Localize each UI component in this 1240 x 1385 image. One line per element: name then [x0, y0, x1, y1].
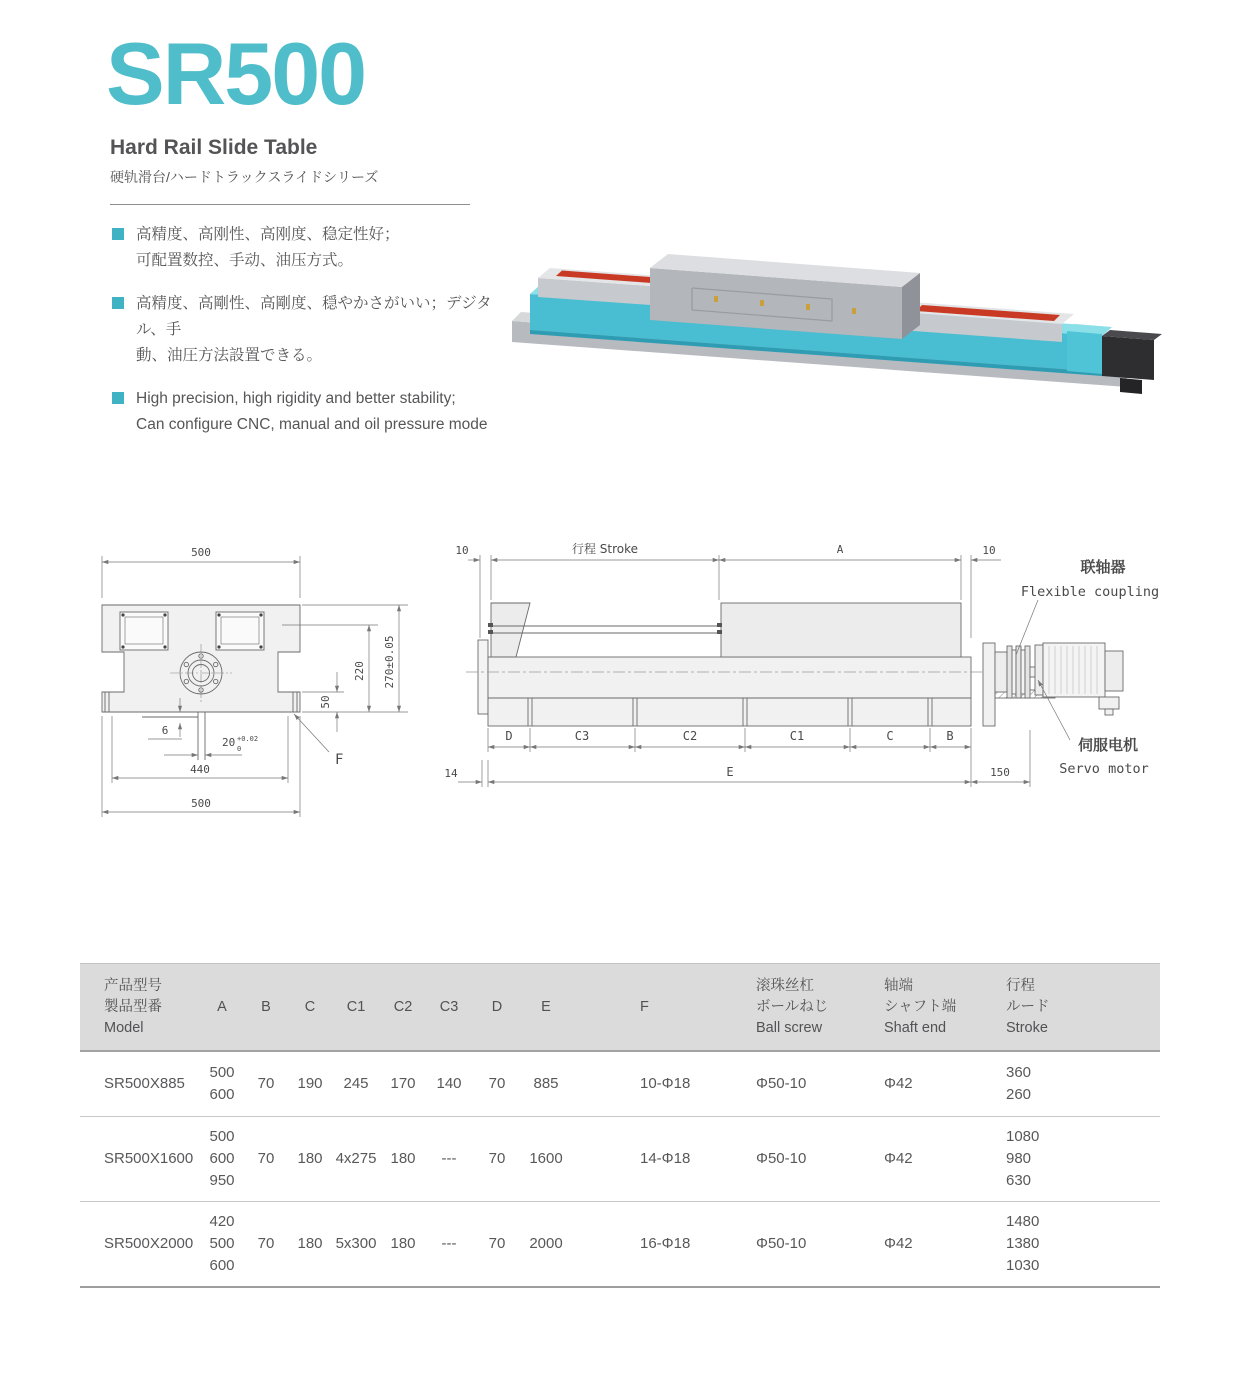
- header-dim-f: F: [640, 998, 649, 1015]
- label-e: E: [726, 765, 734, 779]
- cell-b: 70: [257, 1235, 275, 1252]
- cell-stroke: 1080 980 630: [1006, 1128, 1040, 1189]
- dim-20-tol-sup: +0.02: [237, 735, 259, 743]
- dim-height-outer: 270±0.05: [383, 635, 396, 689]
- dim-50: 50: [319, 695, 332, 709]
- cell-e: 1600: [529, 1150, 563, 1167]
- header-model-en: Model: [104, 1019, 144, 1036]
- feature-item: [112, 291, 512, 369]
- dim-20-tol-sub: 0: [237, 745, 242, 753]
- cell-f: 16-Φ18: [640, 1235, 691, 1252]
- cell-d: 70: [488, 1150, 506, 1167]
- cell-c1: 245: [343, 1075, 369, 1092]
- page-title: SR500: [106, 24, 366, 123]
- cell-c1: 5x300: [335, 1235, 377, 1252]
- cell-c1: 4x275: [335, 1150, 377, 1167]
- header-dim-c: C: [304, 998, 316, 1015]
- motor-label-cn: 伺服电机: [1077, 736, 1139, 754]
- stroke-dim-label: 行程 Stroke: [571, 542, 639, 556]
- dim-150: 150: [990, 766, 1010, 779]
- cell-spacer: [570, 1202, 640, 1286]
- cell-ball-screw: Φ50-10: [756, 1235, 807, 1252]
- cell-shaft-end: Φ42: [884, 1075, 913, 1092]
- cell-b: 70: [257, 1075, 275, 1092]
- cell-model: SR500X885: [104, 1075, 185, 1092]
- header-shaft-end-cn: 轴端: [884, 977, 913, 994]
- bullet-square-icon: [112, 297, 124, 309]
- header-dim-e: E: [541, 998, 551, 1015]
- label-c1: C1: [789, 729, 805, 743]
- cell-c3: ---: [441, 1235, 457, 1252]
- label-c2: C2: [682, 729, 698, 743]
- dim-440: 440: [190, 763, 210, 776]
- dim-6: 6: [161, 724, 169, 737]
- dim-10-left: 10: [455, 544, 469, 557]
- label-b: B: [946, 729, 954, 743]
- drawing-cross-section: [82, 540, 427, 850]
- product-subtitle: Hard Rail Slide Table: [110, 136, 318, 159]
- header-ball-screw-en: Ball screw: [756, 1019, 823, 1036]
- header-model: [80, 964, 200, 1050]
- header-stroke-cn: 行程: [1006, 977, 1035, 994]
- header-model-jp: 製品型番: [104, 998, 162, 1015]
- cell-stroke: 360 260: [1006, 1064, 1032, 1103]
- header-dim-c2: C2: [393, 998, 413, 1015]
- product-image: [502, 226, 1164, 428]
- label-d: D: [505, 729, 513, 743]
- feature-line: 高精度、高剛性、高剛度、穏やかさがいい；デジタル、手: [136, 295, 492, 338]
- cell-spacer: [570, 1052, 640, 1116]
- cell-c2: 170: [390, 1075, 416, 1092]
- header-dim-d: D: [491, 998, 503, 1015]
- cell-c2: 180: [390, 1235, 416, 1252]
- bullet-square-icon: [112, 392, 124, 404]
- bullet-square-icon: [112, 228, 124, 240]
- feature-list: [112, 222, 512, 455]
- header-spacer: [570, 964, 640, 1050]
- cell-spacer: [570, 1117, 640, 1201]
- cell-e: 885: [533, 1075, 559, 1092]
- header-stroke-en: Stroke: [1006, 1019, 1048, 1036]
- feature-line: Can configure CNC, manual and oil pressure mode: [136, 416, 488, 433]
- header-shaft-end-en: Shaft end: [884, 1019, 947, 1036]
- header-shaft-end: [876, 964, 998, 1050]
- cell-c3: ---: [441, 1150, 457, 1167]
- cell-stroke: 1480 1380 1030: [1006, 1213, 1040, 1274]
- cell-shaft-end: Φ42: [884, 1150, 913, 1167]
- feature-line: High precision, high rigidity and better stability;: [136, 390, 456, 407]
- label-a: A: [836, 543, 844, 556]
- cell-ball-screw: Φ50-10: [756, 1150, 807, 1167]
- header-stroke-jp: ルード: [1006, 998, 1050, 1015]
- label-f: F: [335, 752, 344, 768]
- cell-a: 500 600: [209, 1064, 235, 1103]
- coupling-label-cn: 联轴器: [1080, 558, 1126, 576]
- cell-c2: 180: [390, 1150, 416, 1167]
- cell-f: 10-Φ18: [640, 1075, 691, 1092]
- header-dim-a: A: [217, 998, 227, 1015]
- table-row: [80, 1202, 1160, 1288]
- cell-ball-screw: Φ50-10: [756, 1075, 807, 1092]
- dim-width-top: 500: [191, 546, 211, 559]
- cell-a: 420 500 600: [209, 1213, 235, 1274]
- spec-table-header: [80, 963, 1160, 1052]
- table-row: [80, 1052, 1160, 1117]
- feature-line: 動、油圧方法設置できる。: [136, 347, 323, 364]
- header-ball-screw-cn: 滚珠丝杠: [756, 977, 814, 994]
- cell-model: SR500X1600: [104, 1150, 194, 1167]
- header-ball-screw-jp: ボールねじ: [756, 998, 829, 1015]
- drawing-side-view: [438, 530, 1163, 815]
- feature-text: [136, 291, 512, 369]
- feature-text: [136, 222, 400, 274]
- feature-line: 可配置数控、手动、油压方式。: [136, 252, 354, 269]
- dim-10-right: 10: [982, 544, 996, 557]
- dim-20: 20: [222, 736, 236, 749]
- header-shaft-end-jp: シャフト端: [884, 998, 957, 1015]
- cell-c: 190: [297, 1075, 323, 1092]
- cell-c: 180: [297, 1235, 323, 1252]
- header-ball-screw: [748, 964, 876, 1050]
- feature-item: [112, 222, 512, 274]
- dim-14: 14: [444, 767, 458, 780]
- feature-line: 高精度、高刚性、高刚度、稳定性好；: [136, 226, 400, 243]
- cell-c: 180: [297, 1150, 323, 1167]
- cell-a: 500 600 950: [209, 1128, 235, 1189]
- spec-table: [80, 963, 1160, 1288]
- table-row: [80, 1117, 1160, 1202]
- cell-model: SR500X2000: [104, 1235, 194, 1252]
- motor-label-en: Servo motor: [1059, 761, 1149, 777]
- cell-c3: 140: [436, 1075, 462, 1092]
- label-c: C: [886, 729, 894, 743]
- label-c3: C3: [574, 729, 590, 743]
- feature-text: [136, 386, 488, 438]
- header-dim-c3: C3: [439, 998, 459, 1015]
- cell-d: 70: [488, 1075, 506, 1092]
- header-model-cn: 产品型号: [104, 977, 162, 994]
- dim-height-inner: 220: [353, 661, 366, 681]
- cell-shaft-end: Φ42: [884, 1235, 913, 1252]
- header-dim-b: B: [261, 998, 271, 1015]
- cell-d: 70: [488, 1235, 506, 1252]
- header-dim-c1: C1: [346, 998, 366, 1015]
- feature-item: [112, 386, 512, 438]
- cell-f: 14-Φ18: [640, 1150, 691, 1167]
- cell-e: 2000: [529, 1235, 563, 1252]
- dim-width-bottom: 500: [191, 797, 211, 810]
- cell-b: 70: [257, 1150, 275, 1167]
- header-stroke: [998, 964, 1160, 1050]
- coupling-label-en: Flexible coupling: [1020, 584, 1160, 600]
- product-subtitle-cjk: 硬轨滑台/ハードトラックスライドシリーズ: [110, 169, 379, 185]
- divider-line: [110, 204, 470, 205]
